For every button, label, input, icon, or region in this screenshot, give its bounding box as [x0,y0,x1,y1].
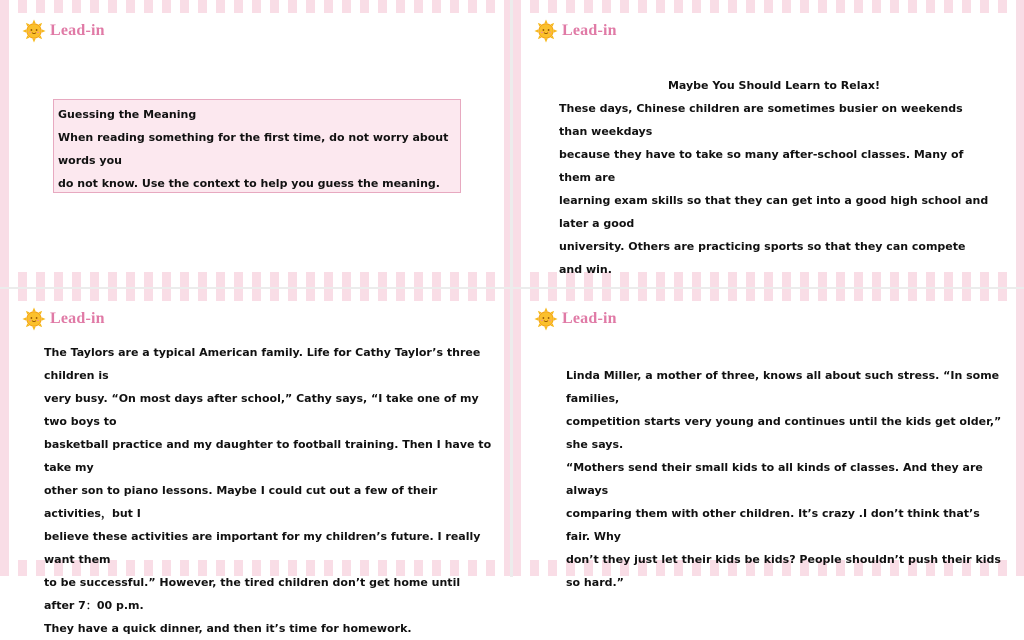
slide-4[interactable] [512,288,1024,589]
sun-icon [22,19,46,43]
header-title: Lead-in [50,22,105,39]
passage-line: Linda Miller, a mother of three, knows all about such stress. “In some families, [566,369,1000,405]
slide-1[interactable] [0,0,512,288]
passage [566,364,1006,594]
passage-line: other son to piano lessons. Maybe I could cut out a few of their activities，but I [44,484,438,520]
slide-header [534,306,617,332]
slide-divider-horizontal [0,287,1024,289]
tip-title: Guessing the Meaning [58,108,197,121]
slide-header [534,18,617,44]
passage-line: to be successful.” However, the tired children don’t get home until after 7：00 p.m. [44,576,461,612]
passage-line: because they have to take so many after-school classes. Many of them are [559,148,964,184]
passage-title: Maybe You Should Learn to Relax! [667,79,880,92]
passage-line: These days, Chinese children are sometimes busier on weekends than weekdays [559,102,963,138]
slide-3[interactable] [0,288,512,635]
passage-line: very busy. “On most days after school,” Cathy says, “I take one of my two boys to [44,392,479,428]
sun-icon [534,19,558,43]
passage [559,74,989,304]
slide-header [22,306,105,332]
passage-line: learning exam skills so that they can get into a good high school and later a good [559,194,989,230]
passage-line: comparing them with other children. It’s crazy .I don’t think that’s fair. Why [566,507,980,543]
slide-header [22,18,105,44]
passage-line: competition starts very young and continues until the kids get older,” she says. [566,415,1002,451]
passage-line: basketball practice and my daughter to football training. Then I have to take my [44,438,492,474]
header-title: Lead-in [562,310,617,327]
passage-line: believe these activities are important for my children’s future. I really want them [44,530,481,566]
sun-icon [534,307,558,331]
tip-line: do not know. Use the context to help you guess the meaning. [58,177,440,190]
header-title: Lead-in [562,22,617,39]
tip-line: When reading something for the first time, do not worry about words you [58,131,449,167]
sun-icon [22,307,46,331]
tip-box [53,99,461,193]
passage [44,341,494,640]
passage-line: They have a quick dinner, and then it’s time for homework. [44,622,412,635]
passage-line: don’t they just let their kids be kids? People shouldn’t push their kids so hard.” [566,553,1001,589]
passage-line: university. Others are practicing sports so that they can compete and win. [559,240,966,276]
header-title: Lead-in [50,310,105,327]
slide-2[interactable] [512,0,1024,288]
passage-line: “Mothers send their small kids to all kinds of classes. And they are always [566,461,983,497]
passage-line: The Taylors are a typical American family. Life for Cathy Taylor’s three children is [44,346,481,382]
